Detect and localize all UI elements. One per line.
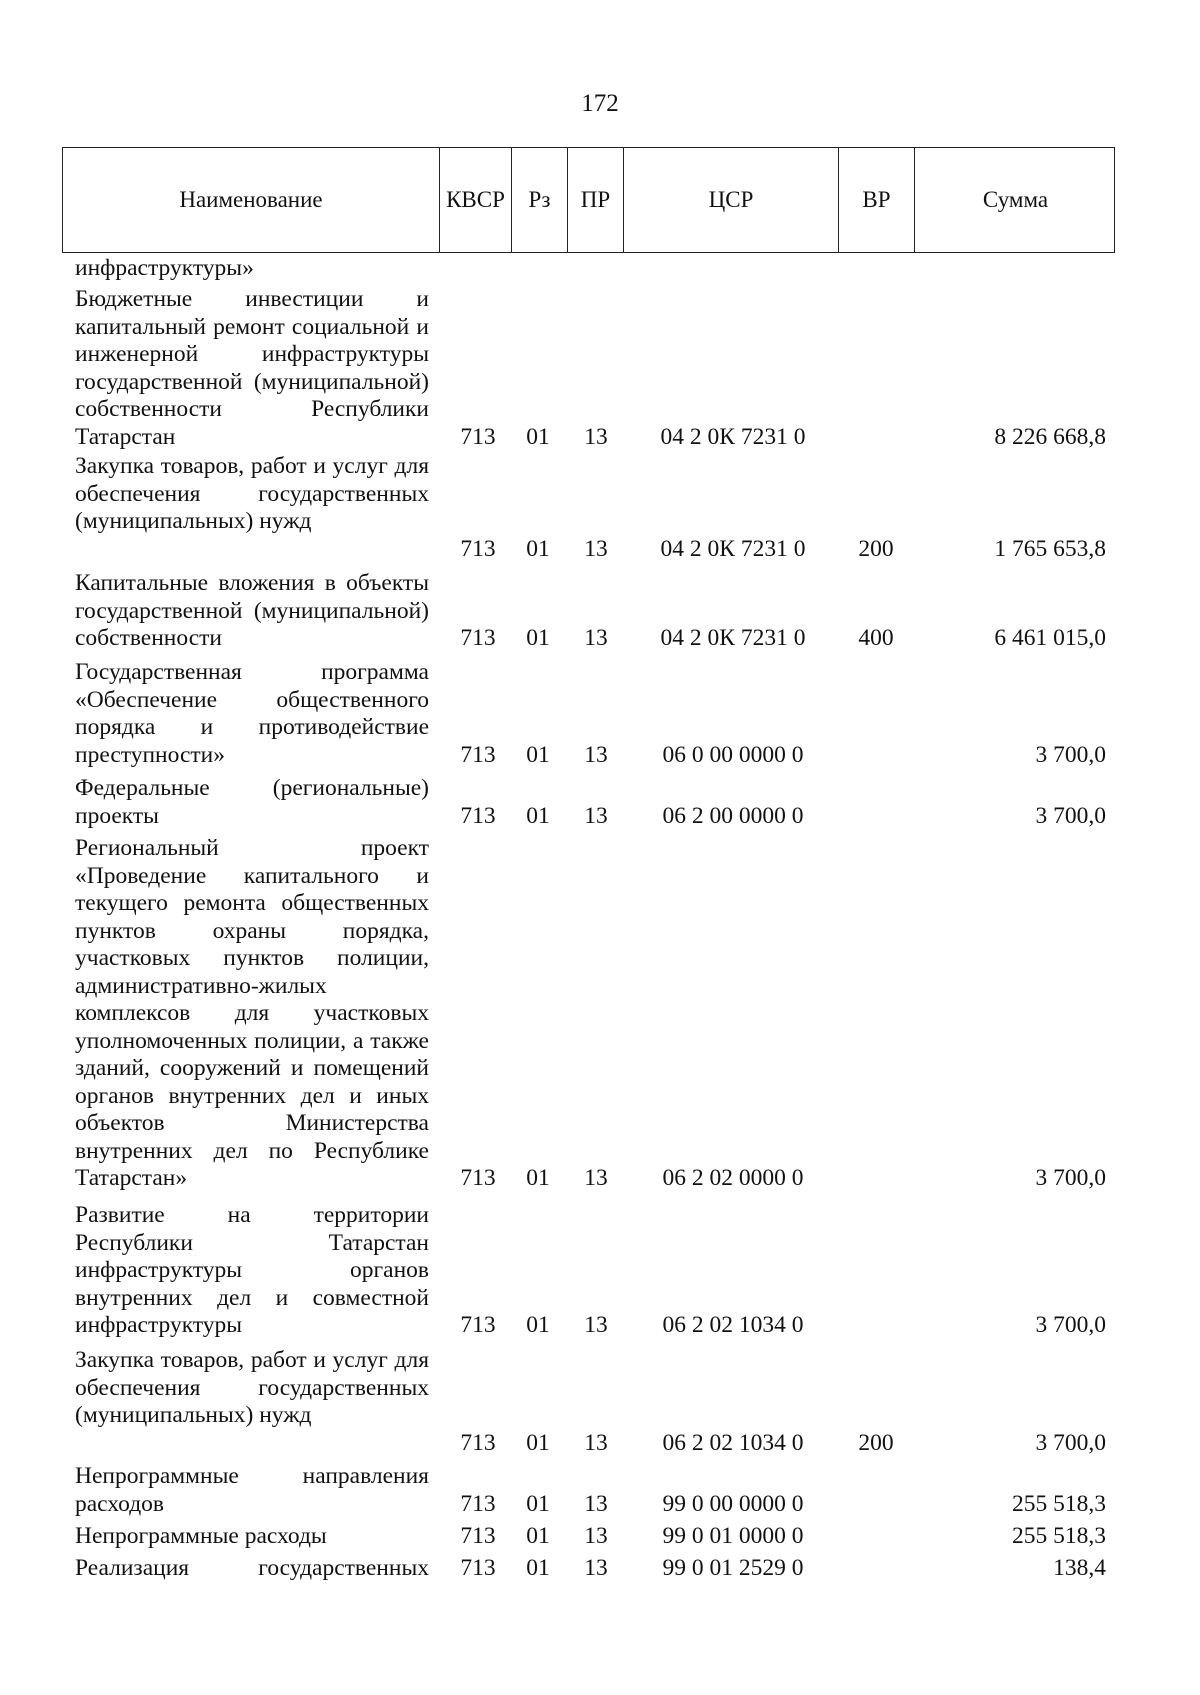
row-sum: 3 700,0 <box>1035 1312 1106 1338</box>
row-csr: 06 2 00 0000 0 <box>662 802 804 829</box>
row-rz: 01 <box>526 535 550 562</box>
row-kvsr: 713 <box>460 741 496 768</box>
row-sum: 255 518,3 <box>1012 1490 1106 1517</box>
row-csr: 99 0 00 0000 0 <box>662 1490 804 1517</box>
row-vr: 200 <box>858 1429 894 1456</box>
row-sum: 3 700,0 <box>1035 802 1106 829</box>
row-name: Непрограммные направления расходов <box>75 1463 429 1517</box>
row-sum: 3 700,0 <box>1035 741 1106 768</box>
row-kvsr: 713 <box>460 802 496 829</box>
row-name: Федеральные (региональные) проекты <box>75 775 429 829</box>
row-name: Закупка товаров, работ и услуг для обеспечения государственных (муниципальных) нужд <box>75 453 429 534</box>
row-sum: 3 700,0 <box>1035 1165 1106 1191</box>
row-pr: 13 <box>584 1523 608 1549</box>
row-name: Государственная программа «Обеспечение общественного порядка и противодействие преступности» <box>75 659 429 768</box>
row-sum: 255 518,3 <box>1012 1523 1106 1549</box>
row-name: Региональный проект «Проведение капитального и текущего ремонта общественных пунктов охраны порядка, участковых пунктов полиции, административно-жилых комплексов для участковых уполномоченных полиции, а также зданий, сооружений и помещений органов внутренних дел и иных объектов Министерства внутренних дел по Республике Татарстан» <box>75 835 429 1191</box>
row-rz: 01 <box>526 625 550 651</box>
row-kvsr: 713 <box>460 1555 496 1581</box>
row-csr: 04 2 0К 7231 0 <box>660 423 806 450</box>
row-vr: 200 <box>858 535 894 562</box>
header-vr: ВР <box>838 148 914 252</box>
row-pr: 13 <box>584 1555 608 1581</box>
row-sum: 138,4 <box>1053 1555 1106 1581</box>
row-kvsr: 713 <box>460 1429 496 1456</box>
row-pr: 13 <box>584 535 608 562</box>
row-rz: 01 <box>526 802 550 829</box>
header-sum: Сумма <box>914 148 1116 252</box>
row-csr: 06 2 02 1034 0 <box>662 1312 804 1338</box>
row-pr: 13 <box>584 741 608 768</box>
row-rz: 01 <box>526 741 550 768</box>
row-pr: 13 <box>584 1429 608 1456</box>
row-name: Реализация государственных <box>75 1555 429 1581</box>
row-rz: 01 <box>526 1165 550 1191</box>
row-sum: 8 226 668,8 <box>994 423 1106 450</box>
row-kvsr: 713 <box>460 423 496 450</box>
row-name: Капитальные вложения в объекты государственной (муниципальной) собственности <box>75 570 429 651</box>
row-name: Бюджетные инвестиции и капитальный ремонт социальной и инженерной инфраструктуры государственной (муниципальной) собственности Республики Татарстан <box>75 286 429 450</box>
row-pr: 13 <box>584 625 608 651</box>
row-rz: 01 <box>526 423 550 450</box>
row-rz: 01 <box>526 1312 550 1338</box>
row-csr: 06 2 02 0000 0 <box>662 1165 804 1191</box>
row-vr: 400 <box>858 625 894 651</box>
row-kvsr: 713 <box>460 1523 496 1549</box>
row-kvsr: 713 <box>460 1165 496 1191</box>
page-number: 172 <box>581 90 619 117</box>
row-kvsr: 713 <box>460 1312 496 1338</box>
row-rz: 01 <box>526 1523 550 1549</box>
row-kvsr: 713 <box>460 1490 496 1517</box>
header-rz: Рз <box>511 148 567 252</box>
continuation-text: инфраструктуры» <box>75 255 254 281</box>
row-csr: 99 0 01 0000 0 <box>662 1523 804 1549</box>
row-pr: 13 <box>584 1490 608 1517</box>
row-rz: 01 <box>526 1429 550 1456</box>
row-csr: 04 2 0К 7231 0 <box>660 625 806 651</box>
header-name: Наименование <box>179 187 323 212</box>
row-rz: 01 <box>526 1490 550 1517</box>
row-csr: 06 2 02 1034 0 <box>662 1429 804 1456</box>
row-kvsr: 713 <box>460 625 496 651</box>
table-header <box>62 147 1115 253</box>
row-rz: 01 <box>526 1555 550 1581</box>
row-pr: 13 <box>584 423 608 450</box>
row-pr: 13 <box>584 1312 608 1338</box>
row-name: Закупка товаров, работ и услуг для обеспечения государственных (муниципальных) нужд <box>75 1347 429 1428</box>
row-kvsr: 713 <box>460 535 496 562</box>
row-sum: 3 700,0 <box>1035 1429 1106 1456</box>
row-csr: 06 0 00 0000 0 <box>662 741 804 768</box>
row-pr: 13 <box>584 1165 608 1191</box>
row-name: Непрограммные расходы <box>75 1523 327 1549</box>
row-pr: 13 <box>584 802 608 829</box>
row-sum: 1 765 653,8 <box>994 535 1106 562</box>
row-csr: 99 0 01 2529 0 <box>662 1555 804 1581</box>
header-csr: ЦСР <box>623 148 838 252</box>
row-name: Развитие на территории Республики Татарстан инфраструктуры органов внутренних дел и совместной инфраструктуры <box>75 1202 429 1338</box>
header-pr: ПР <box>567 148 623 252</box>
row-sum: 6 461 015,0 <box>994 625 1106 651</box>
row-csr: 04 2 0К 7231 0 <box>660 535 806 562</box>
header-kvsr: КВСР <box>439 148 511 252</box>
